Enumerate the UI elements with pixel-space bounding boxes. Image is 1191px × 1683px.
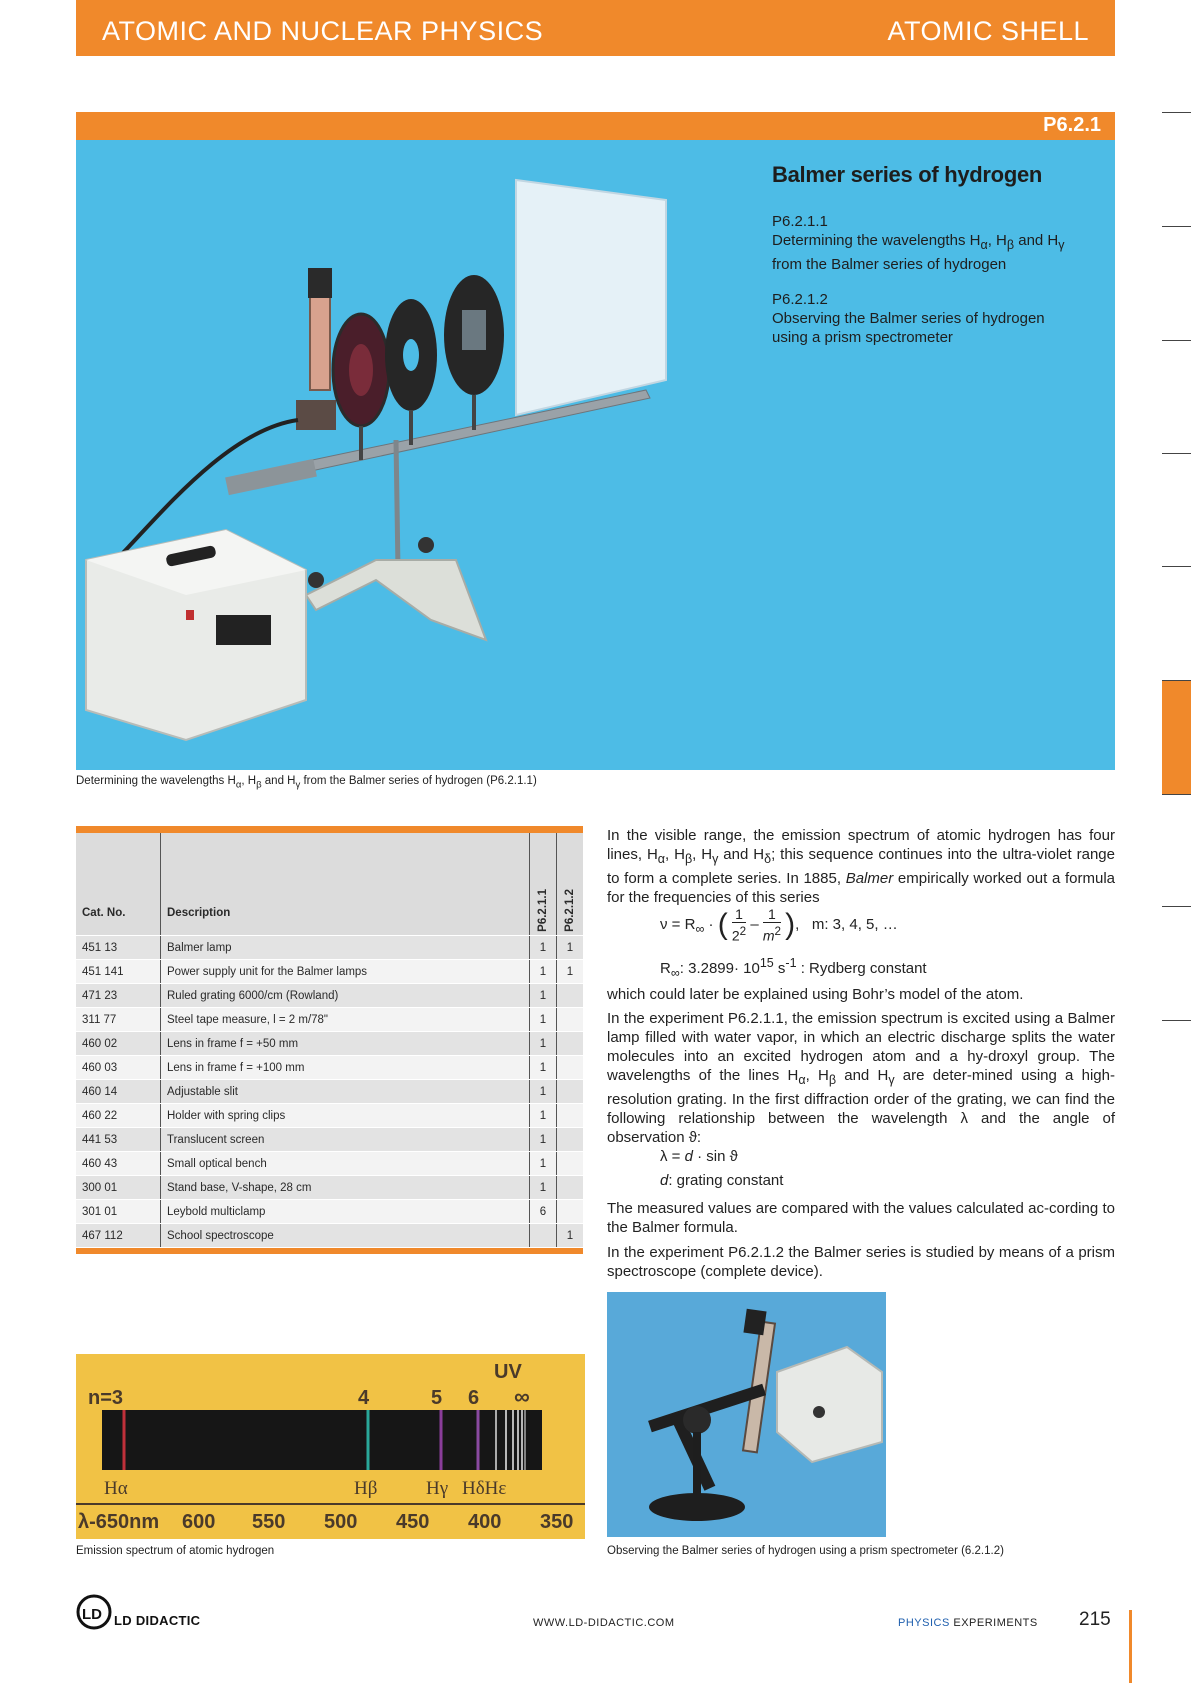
section-header	[76, 0, 1115, 56]
n-label: 6	[468, 1387, 480, 1409]
spectroscope-caption: Observing the Balmer series of hydrogen using a prism spectrometer (6.2.1.2)	[607, 1545, 1004, 1557]
cat-cell: 451 13	[76, 936, 161, 960]
infinity-label: ∞	[514, 1384, 530, 1409]
n-label: n=3	[88, 1387, 124, 1409]
lambda-label: 500	[324, 1511, 358, 1533]
uv-label: UV	[494, 1361, 522, 1383]
table-row	[76, 1008, 583, 1032]
cat-cell: 467 112	[76, 1224, 161, 1248]
footer-section: PHYSICS EXPERIMENTS	[898, 1617, 1038, 1629]
experiment-title: Balmer series of hydrogen	[772, 162, 1043, 187]
desc-cell: Adjustable slit	[161, 1080, 530, 1104]
desc-cell: Lens in frame f = +100 mm	[161, 1056, 530, 1080]
body-paragraph-5: In the experiment P6.2.1.2 the Balmer series is studied by means of a prism spectroscope (complete device).	[607, 1244, 1115, 1280]
qty-cell: 1	[530, 1056, 557, 1080]
rydberg-constant: $R_\infty$: $3.2899\cdot 10^{15}$ $s^{-1}$ : Rydberg constant	[660, 956, 927, 980]
header-right: ATOMIC SHELL	[887, 16, 1089, 46]
experiment-text: using a prism spectrometer	[772, 329, 953, 346]
side-chapter-marker	[1162, 680, 1191, 795]
desc-cell: Leybold multiclamp	[161, 1200, 530, 1224]
header-desc: Description	[161, 833, 530, 936]
ld-logo-mark: LD	[82, 1606, 102, 1623]
qty-cell: 1	[530, 1032, 557, 1056]
desc-cell: Balmer lamp	[161, 936, 530, 960]
table-row	[76, 1056, 583, 1080]
qty-cell: 1	[530, 1008, 557, 1032]
spectrum-caption: Emission spectrum of atomic hydrogen	[76, 1545, 275, 1557]
side-tick	[1162, 112, 1191, 113]
qty-cell	[557, 984, 584, 1008]
cat-cell: 471 23	[76, 984, 161, 1008]
cat-cell: 451 141	[76, 960, 161, 984]
qty-cell	[557, 1104, 584, 1128]
qty-cell: 1	[530, 1080, 557, 1104]
lambda-label: λ-650nm	[78, 1511, 160, 1533]
lambda-label: 600	[182, 1511, 216, 1533]
experiment-number: P6.2.1	[1043, 114, 1101, 136]
table-header-row	[76, 833, 583, 936]
ld-logo-text: LD DIDACTIC	[114, 1613, 201, 1628]
qty-cell	[557, 1200, 584, 1224]
table-row	[76, 1152, 583, 1176]
cat-cell: 460 43	[76, 1152, 161, 1176]
qty-cell	[557, 1080, 584, 1104]
h-label: Hγ	[426, 1478, 449, 1499]
table-top-bar	[76, 826, 583, 833]
lambda-label: 350	[540, 1511, 574, 1533]
footer-url[interactable]: WWW.LD-DIDACTIC.COM	[533, 1617, 675, 1629]
cat-cell: 300 01	[76, 1176, 161, 1200]
desc-cell: Holder with spring clips	[161, 1104, 530, 1128]
desc-cell: Translucent screen	[161, 1128, 530, 1152]
ld-logo-icon	[76, 1594, 112, 1630]
side-tick	[1162, 226, 1191, 227]
lambda-label: 450	[396, 1511, 430, 1533]
desc-cell: Ruled grating 6000/cm (Rowland)	[161, 984, 530, 1008]
table-row	[76, 984, 583, 1008]
spectroscope-photo	[607, 1292, 886, 1537]
desc-cell: Small optical bench	[161, 1152, 530, 1176]
h-label: HδHε	[462, 1478, 507, 1499]
qty-cell	[557, 1008, 584, 1032]
side-tick	[1162, 566, 1191, 567]
table-bottom-bar	[76, 1248, 583, 1254]
qty-cell: 1	[557, 936, 584, 960]
side-tick	[1162, 340, 1191, 341]
desc-cell: School spectroscope	[161, 1224, 530, 1248]
n-label: 5	[431, 1387, 443, 1409]
qty-cell	[557, 1032, 584, 1056]
experiment-item-1	[772, 212, 1112, 274]
experiment-id: P6.2.1.2	[772, 291, 828, 308]
desc-cell: Lens in frame f = +50 mm	[161, 1032, 530, 1056]
cat-cell: 460 22	[76, 1104, 161, 1128]
cat-cell: 311 77	[76, 1008, 161, 1032]
grating-formula: λ = d · sin ϑ	[660, 1148, 738, 1165]
header-left: ATOMIC AND NUCLEAR PHYSICS	[102, 16, 544, 46]
spectroscope-illustration	[607, 1292, 886, 1537]
ld-logo	[76, 1594, 112, 1635]
qty-cell: 6	[530, 1200, 557, 1224]
qty-cell: 1	[557, 960, 584, 984]
grating-constant: d: grating constant	[660, 1172, 784, 1189]
cat-cell: 460 02	[76, 1032, 161, 1056]
cat-cell: 460 14	[76, 1080, 161, 1104]
table-row	[76, 1080, 583, 1104]
table-row	[76, 1224, 583, 1248]
table-row	[76, 960, 583, 984]
equipment-table	[76, 826, 583, 1254]
side-tick	[1162, 680, 1191, 681]
table-row	[76, 936, 583, 960]
header-col1: P6.2.1.1	[530, 833, 557, 936]
qty-cell: 1	[530, 984, 557, 1008]
side-tick	[1162, 794, 1191, 795]
experiment-item-2	[772, 290, 1112, 347]
lambda-label: 550	[252, 1511, 286, 1533]
qty-cell	[557, 1056, 584, 1080]
qty-cell: 1	[557, 1224, 584, 1248]
experiment-id: P6.2.1.1	[772, 213, 828, 230]
qty-cell: 1	[530, 1104, 557, 1128]
qty-cell	[557, 1128, 584, 1152]
qty-cell: 1	[530, 1152, 557, 1176]
qty-cell	[557, 1176, 584, 1200]
desc-cell: Power supply unit for the Balmer lamps	[161, 960, 530, 984]
table-row	[76, 1032, 583, 1056]
emission-spectrum	[76, 1354, 585, 1539]
cat-cell: 441 53	[76, 1128, 161, 1152]
header-cat: Cat. No.	[76, 833, 161, 936]
header-col2: P6.2.1.2	[557, 833, 584, 936]
spectrum-illustration	[76, 1354, 585, 1539]
body-paragraph-1: In the visible range, the emission spectrum of atomic hydrogen has four lines, $H_\alpha$, $H_\beta$, $H_\gamma$ and $H_\delta$; this sequence continues into the ultra-violet range to form a complete series. In 1885, Balmer empirically worked out a formula for the frequencies of this series	[607, 827, 1116, 906]
body-paragraph-2: which could later be explained using Bohr’s model of the atom.	[607, 986, 1024, 1003]
qty-cell	[557, 1152, 584, 1176]
table-row	[76, 1128, 583, 1152]
side-tick	[1162, 906, 1191, 907]
cat-cell: 301 01	[76, 1200, 161, 1224]
footer-accent-bar	[1129, 1610, 1132, 1683]
n-label: 4	[358, 1387, 370, 1409]
side-tick	[1162, 1020, 1191, 1021]
qty-cell: 1	[530, 1176, 557, 1200]
qty-cell: 1	[530, 1128, 557, 1152]
cat-cell: 460 03	[76, 1056, 161, 1080]
experiment-text: Determining the wavelengths $H_\alpha$, $H_\beta$ and $H_\gamma$ from the Balmer series of hydrogen	[772, 232, 1065, 273]
lambda-label: 400	[468, 1511, 502, 1533]
photo-caption: Determining the wavelengths $H_\alpha$, $H_\beta$ and $H_\gamma$ from the Balmer series of hydrogen (P6.2.1.1)	[76, 775, 537, 791]
qty-cell: 1	[530, 960, 557, 984]
body-paragraph-4: The measured values are compared with the values calculated ac-cording to the Balmer formula.	[607, 1200, 1115, 1236]
desc-cell: Stand base, V-shape, 28 cm	[161, 1176, 530, 1200]
experiment-text: Observing the Balmer series of hydrogen	[772, 310, 1045, 327]
qty-cell: 1	[530, 936, 557, 960]
h-label: Hα	[104, 1478, 128, 1499]
experiment-number-bar	[76, 112, 1115, 140]
qty-cell	[530, 1224, 557, 1248]
table-row	[76, 1200, 583, 1224]
h-label: Hβ	[354, 1478, 378, 1499]
balmer-formula: $\nu = R_\infty$ · ( $\frac{1}{2^2} - \frac{1}{m^2}$ ), m: 3, 4, 5, …	[660, 906, 898, 944]
page-number: 215	[1079, 1609, 1111, 1630]
table-row	[76, 1104, 583, 1128]
body-paragraph-3: In the experiment P6.2.1.1, the emission spectrum is excited using a Balmer lamp filled with water vapor, in which an electric discharge splits the water molecules into an excited hydrogen atom and a hy-droxyl group. The wavelengths of the lines $H_\alpha$, $H_\beta$ and $H_\gamma$ are deter-mined using a high-resolution grating. In the first diffraction order of the grating, we can find the following relationship between the wavelength λ and the angle of observation ϑ:	[607, 1010, 1115, 1146]
desc-cell: Steel tape measure, l = 2 m/78"	[161, 1008, 530, 1032]
table-row	[76, 1176, 583, 1200]
side-tick	[1162, 453, 1191, 454]
